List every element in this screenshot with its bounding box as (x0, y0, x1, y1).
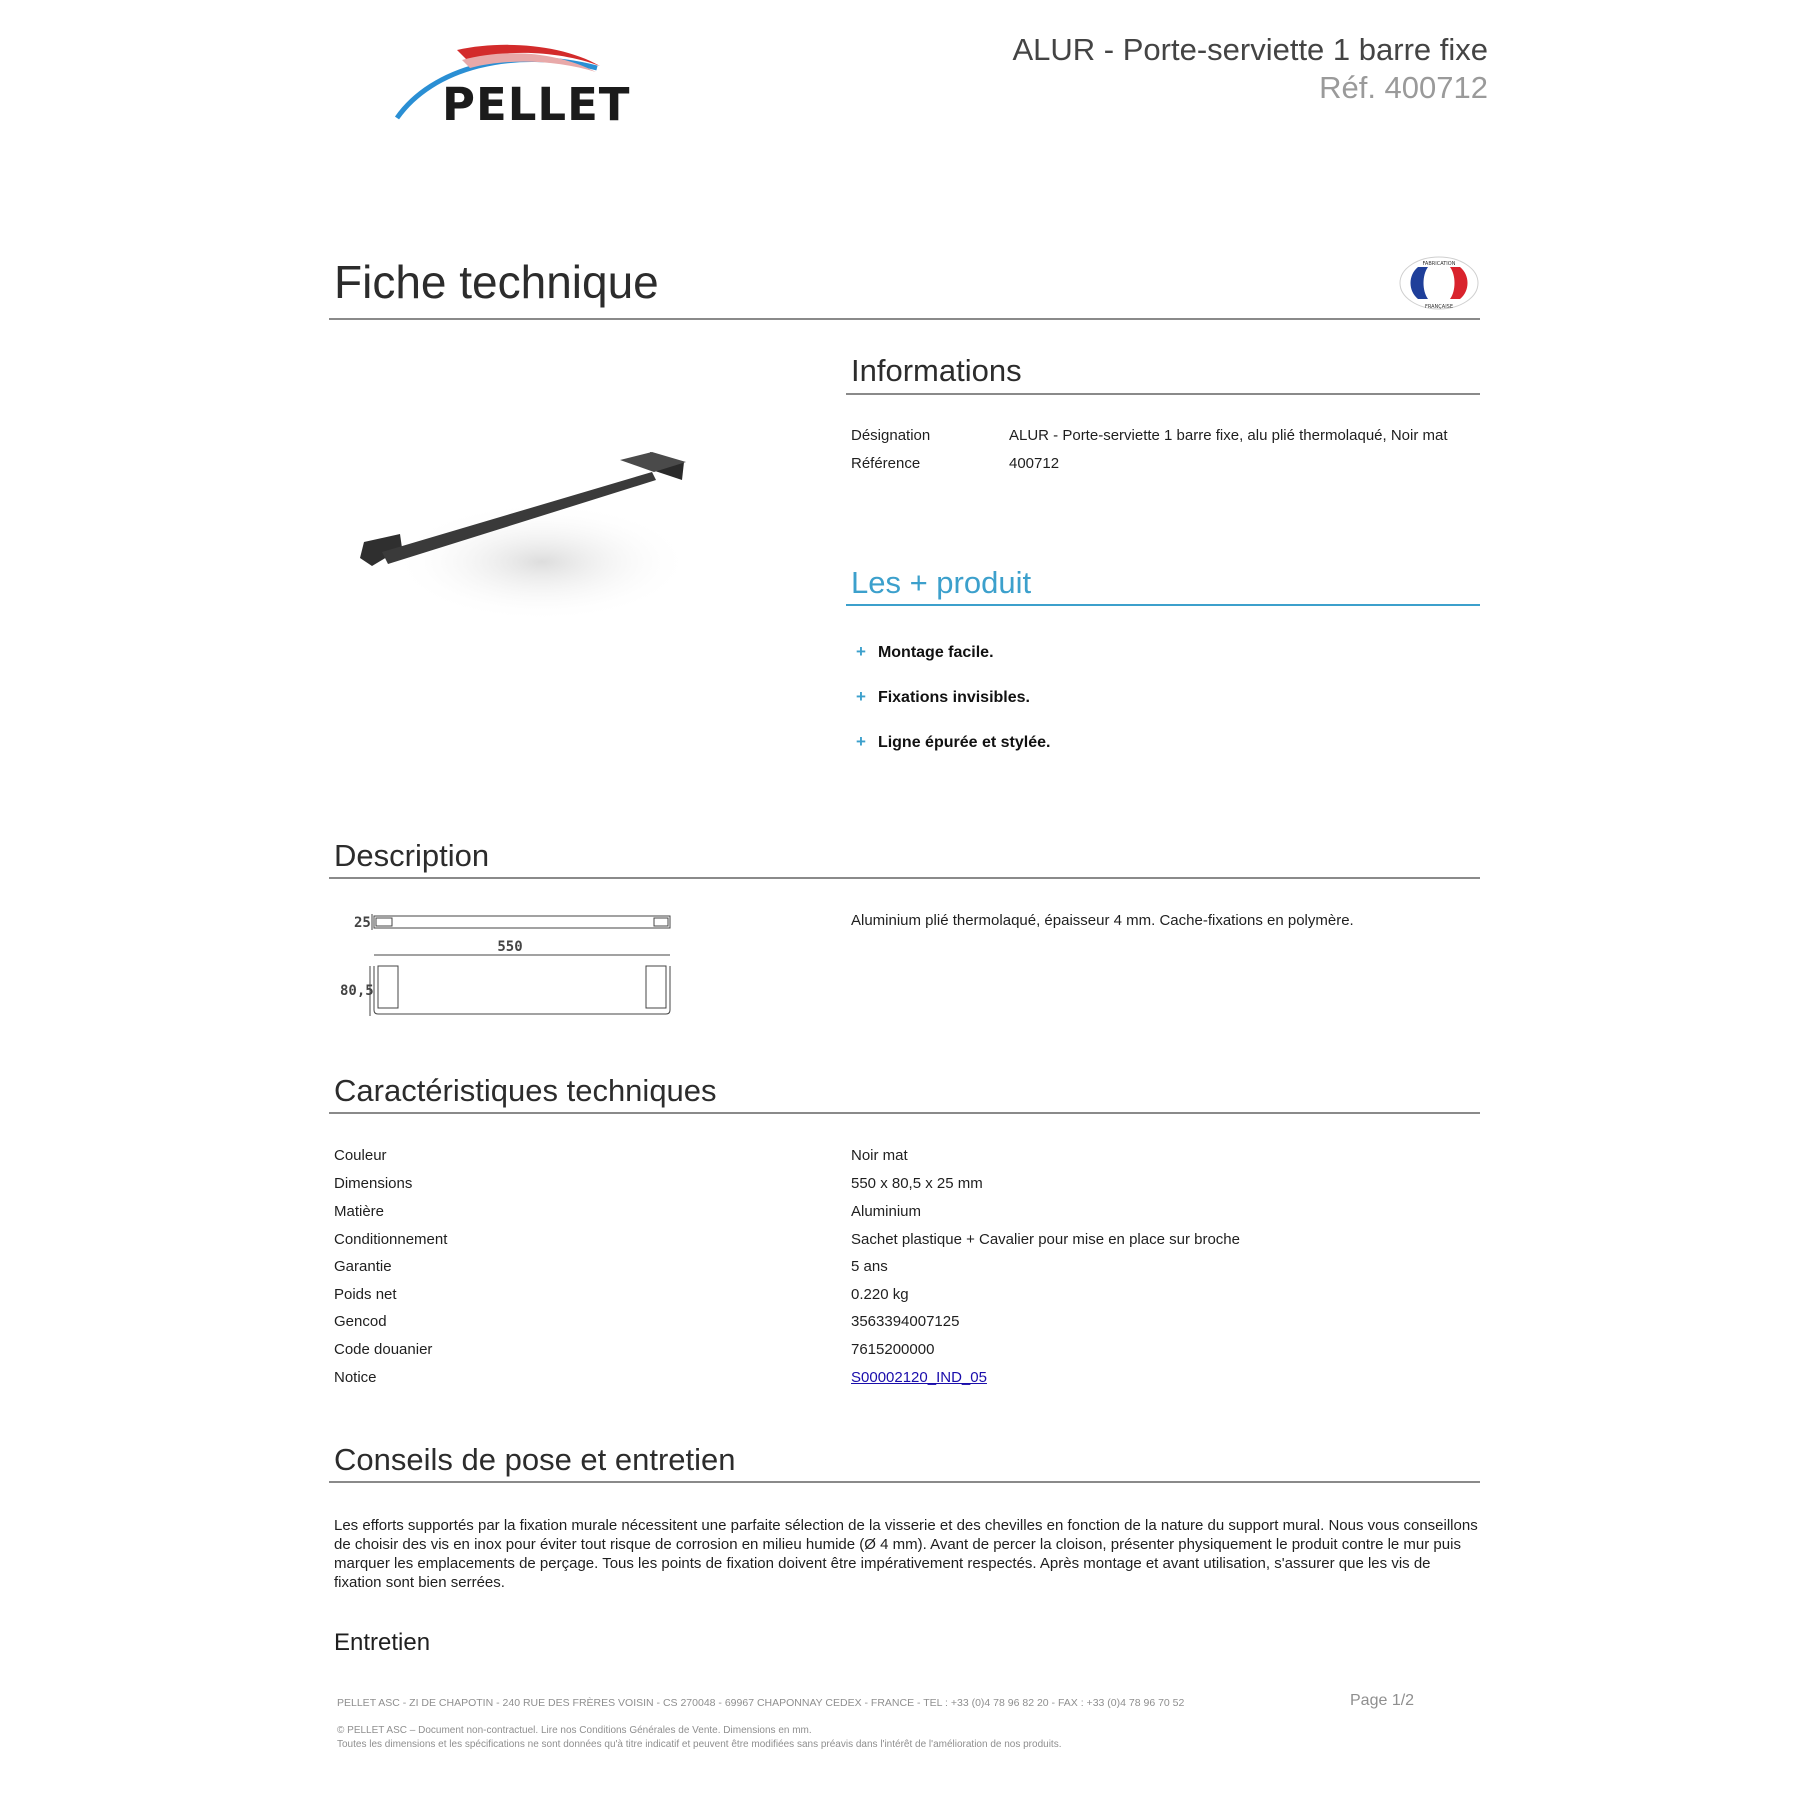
benefit-item (856, 687, 1030, 707)
pellet-logo (392, 38, 642, 130)
plus-icon: + (856, 732, 866, 751)
informations-divider (846, 393, 1480, 395)
page-number: Page 1/2 (1350, 1692, 1415, 1709)
care-heading: Entretien (334, 1629, 431, 1656)
notice-link[interactable]: S00002120_IND_05 (851, 1369, 987, 1386)
spec-value: Aluminium (851, 1203, 922, 1220)
benefit-item (856, 732, 1050, 752)
height-dimension-label: 80,5 (340, 983, 374, 999)
width-dimension-label: 550 (497, 939, 523, 955)
benefit-item (856, 642, 994, 662)
advice-heading: Conseils de pose et entretien (334, 1442, 736, 1477)
depth-dimension-label: 25 (354, 915, 371, 931)
info-value-designation: ALUR - Porte-serviette 1 barre fixe, alu plié thermolaqué, Noir mat (1009, 427, 1448, 444)
specs-heading: Caractéristiques techniques (334, 1073, 717, 1108)
dimension-drawing (338, 906, 678, 1018)
badge-top-text: FABRICATION (1422, 261, 1456, 267)
spec-value: 5 ans (851, 1258, 888, 1275)
header-product-reference: Réf. 400712 (1319, 70, 1488, 105)
advice-divider (329, 1481, 1480, 1483)
benefit-text: Fixations invisibles. (877, 689, 1030, 706)
spec-value: 7615200000 (851, 1341, 935, 1358)
spec-value: 3563394007125 (851, 1313, 960, 1330)
title-divider (329, 318, 1480, 320)
spec-label: Matière (334, 1203, 385, 1220)
spec-value-notice (851, 1369, 987, 1386)
fabrication-francaise-badge (1398, 255, 1480, 311)
header-product-title: ALUR - Porte-serviette 1 barre fixe (1012, 32, 1488, 67)
plus-icon: + (856, 687, 866, 706)
description-heading: Description (334, 838, 490, 873)
plus-produit-divider (846, 604, 1480, 606)
plus-icon: + (856, 642, 866, 661)
page-title: Fiche technique (334, 256, 659, 308)
description-text: Aluminium plié thermolaqué, épaisseur 4 mm. Cache-fixations en polymère. (851, 912, 1354, 929)
spec-value: 0.220 kg (851, 1286, 909, 1303)
product-photo (352, 352, 714, 692)
spec-value: Noir mat (851, 1147, 908, 1164)
informations-heading: Informations (851, 353, 1022, 388)
badge-bottom-text: FRANÇAISE (1424, 304, 1454, 310)
info-label-reference: Référence (851, 455, 921, 472)
spec-label: Gencod (334, 1313, 387, 1330)
specs-divider (329, 1112, 1480, 1114)
spec-label: Conditionnement (334, 1231, 448, 1248)
footer-copyright (337, 1724, 1061, 1752)
info-label-designation: Désignation (851, 427, 931, 444)
spec-label: Notice (334, 1369, 377, 1386)
advice-text: Les efforts supportés par la fixation murale nécessitent une parfaite sélection de la visserie et des chevilles en fonction de la nature du support mural. Nous vous conseillons de choisir des vis en inox pour éviter tout risque de corrosion en milieu humide (Ø 4 mm). Avant de percer la cloison, présenter physiquement le produit contre le mur puis marquer les emplacements de perçage. Tous les points de fixation doivent être impérativement respectés. Après montage et avant utilisation, s'assurer que les vis de fixation sont bien serrées. (334, 1517, 1478, 1591)
spec-label: Poids net (334, 1286, 397, 1303)
footer-disclaimer-line: Toutes les dimensions et les spécifications ne sont données qu'à titre indicatif et peuvent être modifiées sans préavis dans l'intérêt de l'amélioration de nos produits. (337, 1739, 1062, 1750)
footer-address: PELLET ASC - ZI DE CHAPOTIN - 240 RUE DES FRÈRES VOISIN - CS 270048 - 69967 CHAPONNAY CEDEX - FRANCE - TEL : +33 (0)4 78 96 82 20 - FAX : +33 (0)4 78 96 70 52 (337, 1697, 1185, 1709)
spec-value: Sachet plastique + Cavalier pour mise en place sur broche (851, 1231, 1240, 1248)
info-value-reference: 400712 (1009, 455, 1060, 472)
benefit-text: Montage facile. (877, 644, 994, 661)
spec-label: Garantie (334, 1258, 392, 1275)
benefit-text: Ligne épurée et stylée. (877, 734, 1051, 751)
french-flag-icon (1398, 255, 1480, 311)
spec-label: Code douanier (334, 1341, 433, 1358)
plus-produit-heading: Les + produit (851, 565, 1032, 600)
spec-label: Dimensions (334, 1175, 413, 1192)
spec-label: Couleur (334, 1147, 387, 1164)
footer-copyright-line: © PELLET ASC – Document non-contractuel. Lire nos Conditions Générales de Vente. Dimensions en mm. (337, 1725, 812, 1736)
description-divider (329, 877, 1480, 879)
logo-wordmark: PELLET (442, 78, 631, 131)
spec-value: 550 x 80,5 x 25 mm (851, 1175, 983, 1192)
